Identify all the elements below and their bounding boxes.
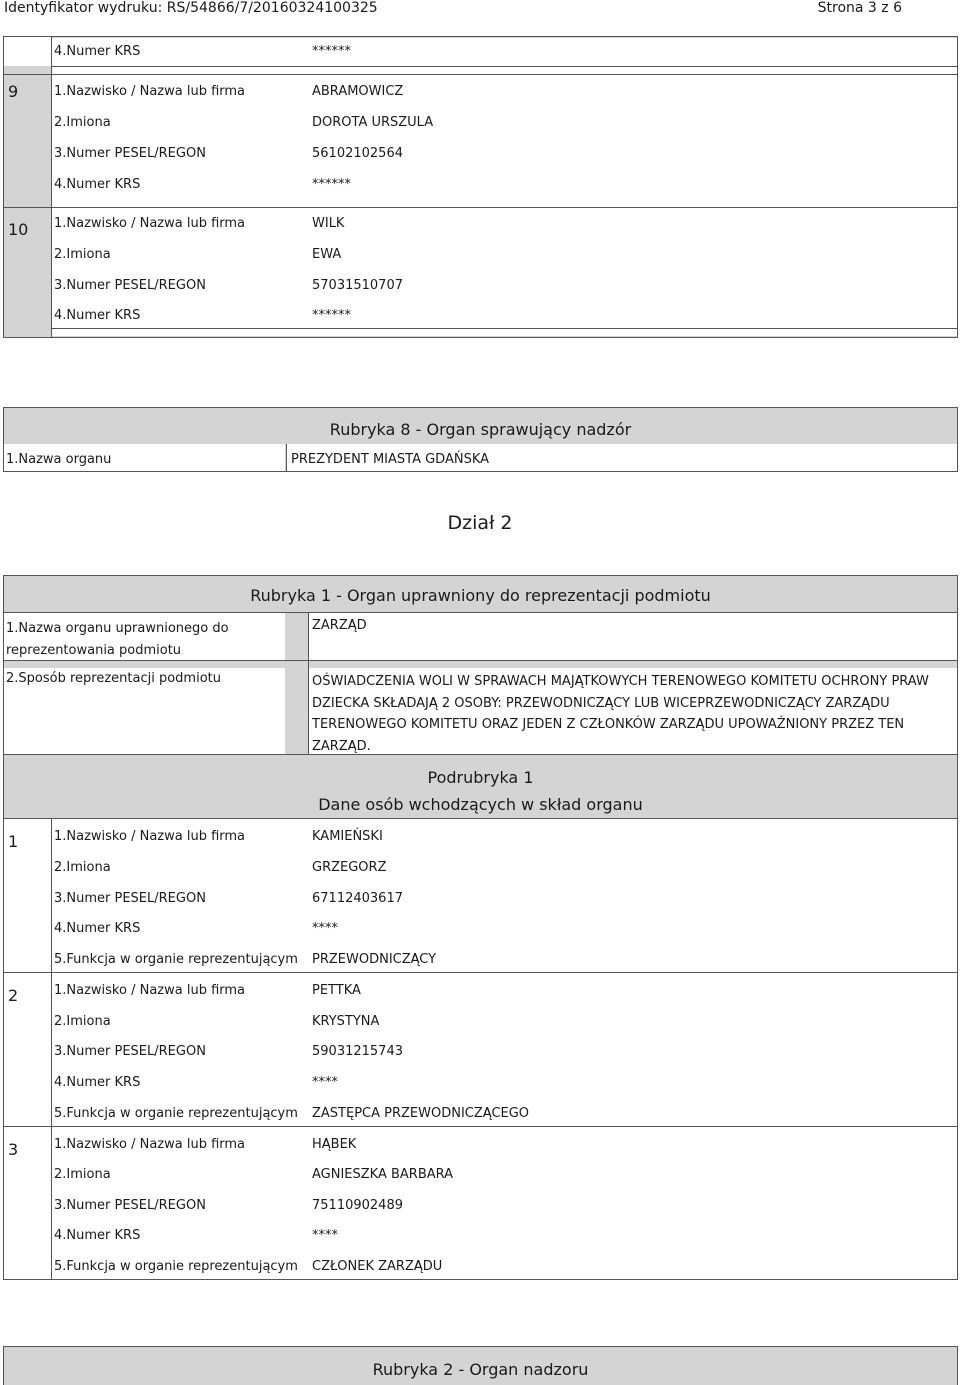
entry-number: 1 xyxy=(8,832,19,851)
field-value: 59031215743 xyxy=(312,1044,403,1059)
field-label: 2.Imiona xyxy=(54,115,111,130)
section-heading: Dział 2 xyxy=(447,512,513,534)
field-label: 3.Numer PESEL/REGON xyxy=(54,278,206,293)
field-label: 5.Funkcja w organie reprezentującym xyxy=(54,1259,298,1274)
field-label: 4.Numer KRS xyxy=(54,44,141,59)
field-value: ZARZĄD xyxy=(312,618,367,633)
field-value: PREZYDENT MIASTA GDAŃSKA xyxy=(291,452,490,467)
field-value: EWA xyxy=(312,247,342,262)
field-value: HĄBEK xyxy=(312,1137,357,1152)
subsection-subtitle: Dane osób wchodzących w skład organu xyxy=(318,795,643,814)
field-label: 1.Nazwisko / Nazwa lub firma xyxy=(54,216,246,231)
field-label: 4.Numer KRS xyxy=(54,921,141,936)
field-label: 1.Nazwisko / Nazwa lub firma xyxy=(54,84,246,99)
field-label: 1.Nazwa organu xyxy=(6,452,112,467)
field-label: 3.Numer PESEL/REGON xyxy=(54,891,206,906)
rubryka-1-title: Rubryka 1 - Organ uprawniony do reprezentacji podmiotu xyxy=(250,586,711,605)
field-label: 3.Numer PESEL/REGON xyxy=(54,146,206,161)
field-label: 5.Funkcja w organie reprezentującym xyxy=(54,952,298,967)
field-value: WILK xyxy=(312,216,345,231)
field-value: **** xyxy=(312,921,338,936)
entry-number: 2 xyxy=(8,986,19,1005)
field-label: 2.Imiona xyxy=(54,247,111,262)
field-value: GRZEGORZ xyxy=(312,860,387,875)
field-label: 1.Nazwisko / Nazwa lub firma xyxy=(54,1137,246,1152)
field-value: ****** xyxy=(312,44,351,59)
field-value: **** xyxy=(312,1075,338,1090)
field-value: ZASTĘPCA PRZEWODNICZĄCEGO xyxy=(312,1106,530,1121)
field-value: KRYSTYNA xyxy=(312,1014,380,1029)
field-value: CZŁONEK ZARZĄDU xyxy=(312,1259,443,1274)
field-label: 5.Funkcja w organie reprezentującym xyxy=(54,1106,298,1121)
field-label: 1.Nazwisko / Nazwa lub firma xyxy=(54,983,246,998)
field-value: DOROTA URSZULA xyxy=(312,115,434,130)
subsection-title: Podrubryka 1 xyxy=(427,768,534,787)
field-label: 2.Imiona xyxy=(54,1014,111,1029)
field-label: 1.Nazwa organu uprawnionego do reprezentowania podmiotu xyxy=(6,621,229,658)
field-value: AGNIESZKA BARBARA xyxy=(312,1167,454,1182)
field-value: PRZEWODNICZĄCY xyxy=(312,952,437,967)
field-label: 4.Numer KRS xyxy=(54,308,141,323)
field-value: 75110902489 xyxy=(312,1198,403,1213)
page-number: Strona 3 z 6 xyxy=(817,0,902,16)
field-label: 2.Imiona xyxy=(54,1167,111,1182)
field-value: 67112403617 xyxy=(312,891,403,906)
field-value: ****** xyxy=(312,177,351,192)
field-label: 2.Sposób reprezentacji podmiotu xyxy=(6,671,221,686)
print-identifier: Identyfikator wydruku: RS/54866/7/20160324100325 xyxy=(4,0,378,16)
entry-number: 9 xyxy=(8,82,19,101)
field-label: 4.Numer KRS xyxy=(54,1228,141,1243)
field-value: 57031510707 xyxy=(312,278,403,293)
field-label: 4.Numer KRS xyxy=(54,1075,141,1090)
rubryka-8-title: Rubryka 8 - Organ sprawujący nadzór xyxy=(329,420,632,439)
field-value: 56102102564 xyxy=(312,146,403,161)
field-label: 2.Imiona xyxy=(54,860,111,875)
entry-number: 10 xyxy=(8,220,29,239)
field-value: PETTKA xyxy=(312,983,361,998)
field-label: 1.Nazwisko / Nazwa lub firma xyxy=(54,829,246,844)
field-value: OŚWIADCZENIA WOLI W SPRAWACH MAJĄTKOWYCH TERENOWEGO KOMITETU OCHRONY PRAW DZIECKA SKŁADAJĄ 2 OSOBY: PRZEWODNICZĄCY LUB WICEPRZEWODNICZĄCY ZARZĄDU TERENOWEGO KOMITETU ORAZ JEDEN Z CZŁONKÓW ZARZĄDU UPOWAŻNIONY PRZEZ TEN ZARZĄD. xyxy=(312,674,929,754)
entry-number: 3 xyxy=(8,1140,19,1159)
field-value: **** xyxy=(312,1228,338,1243)
field-label: 4.Numer KRS xyxy=(54,177,141,192)
field-label: 3.Numer PESEL/REGON xyxy=(54,1044,206,1059)
field-value: ****** xyxy=(312,308,351,323)
field-label: 3.Numer PESEL/REGON xyxy=(54,1198,206,1213)
field-value: ABRAMOWICZ xyxy=(312,84,404,99)
rubryka-2-title: Rubryka 2 - Organ nadzoru xyxy=(372,1360,589,1379)
field-value: KAMIEŃSKI xyxy=(312,829,383,844)
